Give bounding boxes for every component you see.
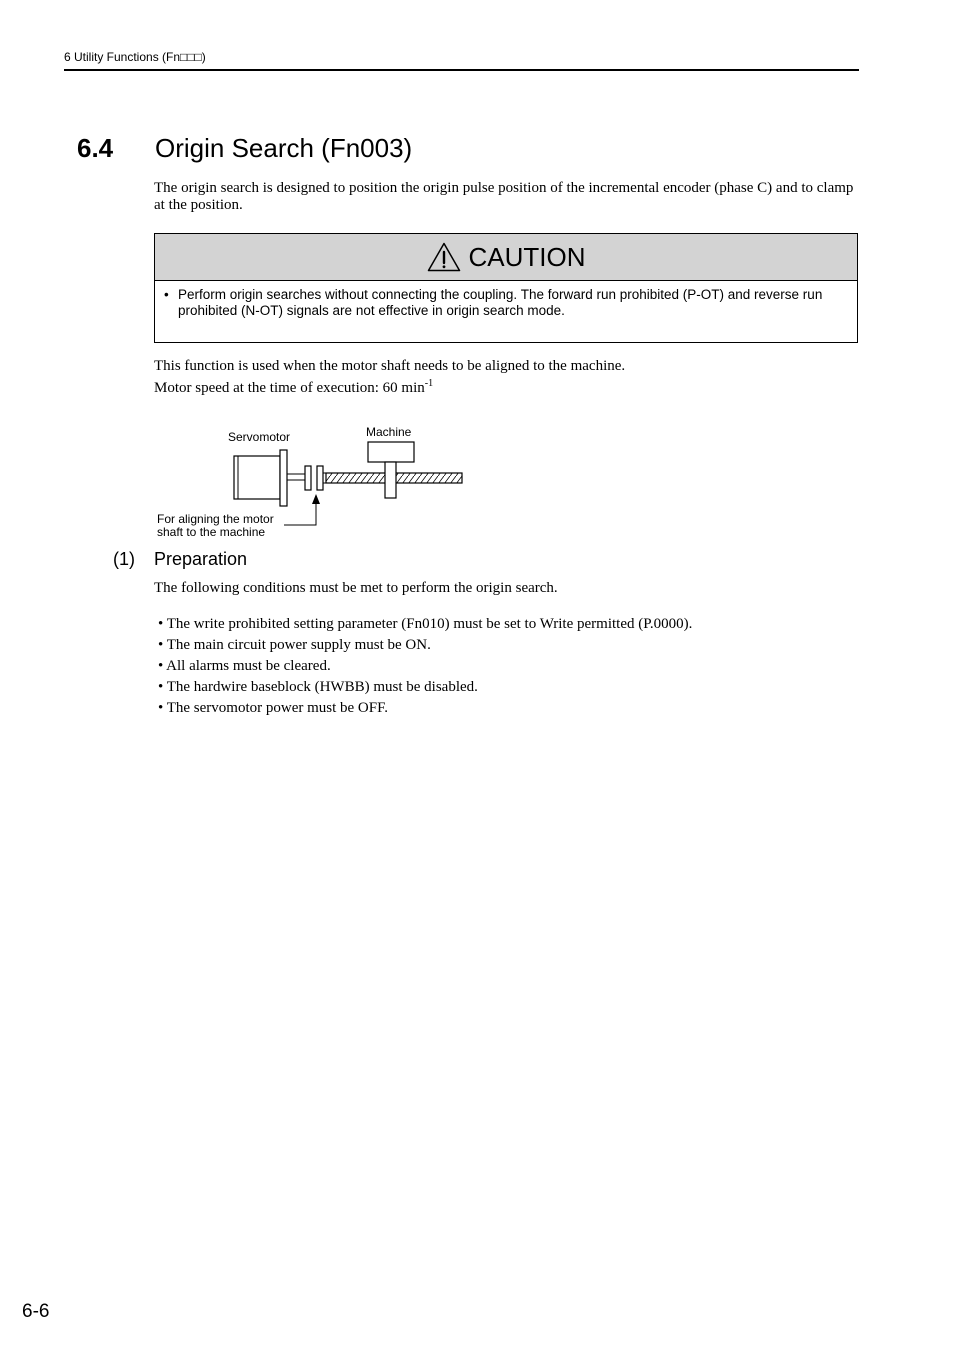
motor-speed-paragraph	[154, 380, 433, 397]
caution-header	[155, 234, 857, 281]
alignment-note-line2: shaft to the machine	[157, 525, 266, 539]
header-rule	[64, 69, 859, 71]
motor-speed-text: Motor speed at the time of execution: 60 min	[154, 380, 425, 396]
motor-speed-exponent: -1	[424, 378, 434, 389]
list-item: • The servomotor power must be OFF.	[158, 700, 389, 716]
machine-table	[368, 442, 414, 498]
section-number: 6.4	[77, 133, 114, 163]
servomotor-label: Servomotor	[228, 430, 291, 444]
conditions-list	[158, 616, 692, 721]
subsection-number: (1)	[113, 549, 135, 569]
caution-bullet: •	[164, 287, 169, 302]
intro-paragraph: The origin search is designed to position the origin pulse position of the incremental encoder (phase C) and to clamp at the position.	[154, 180, 854, 213]
subsection-title: Preparation	[154, 549, 248, 569]
machine-label: Machine	[366, 425, 412, 439]
list-item: • The main circuit power supply must be ON.	[158, 637, 431, 653]
function-paragraph: This function is used when the motor shaft needs to be aligned to the machine.	[154, 358, 626, 374]
caution-text: Perform origin searches without connecting the coupling. The forward run prohibited (P-OT) and reverse run prohibited (N-OT) signals are not effective in origin search mode.	[178, 287, 823, 318]
page-number: 6-6	[22, 1301, 50, 1322]
caution-box	[154, 233, 858, 343]
list-item: • All alarms must be cleared.	[158, 658, 331, 674]
alignment-note-line1: For aligning the motor	[157, 512, 274, 526]
list-item: • The hardwire baseblock (HWBB) must be disabled.	[158, 679, 478, 695]
servomotor-body	[234, 450, 287, 506]
list-item: • The write prohibited setting parameter (Fn010) must be set to Write permitted (P.0000).	[158, 616, 693, 632]
alignment-diagram	[150, 420, 480, 545]
caution-title: CAUTION	[468, 241, 586, 272]
caution-body	[164, 287, 848, 319]
preparation-intro: The following conditions must be met to perform the origin search.	[154, 580, 558, 596]
pointer-arrow	[284, 494, 320, 525]
coupling-half-motor	[305, 466, 311, 490]
section-title: Origin Search (Fn003)	[155, 133, 413, 163]
coupling-half-machine	[317, 466, 323, 490]
warning-triangle-icon	[427, 242, 461, 272]
running-head: 6 Utility Functions (Fn□□□)	[64, 50, 206, 64]
